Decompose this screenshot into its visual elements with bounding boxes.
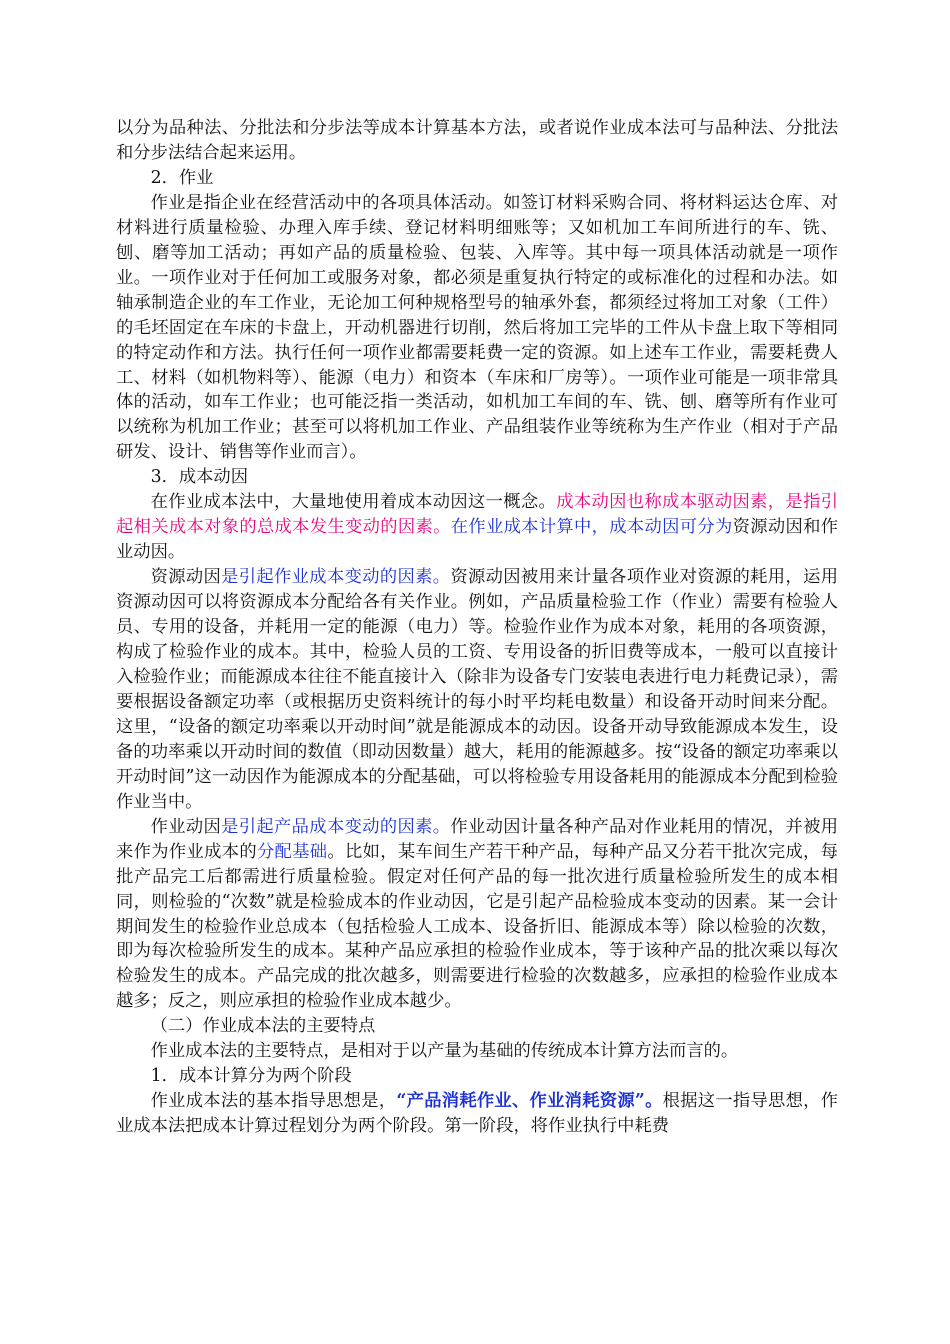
- paragraph-resource-driver: [116, 565, 838, 815]
- paragraph-activity-definition: 作业是指企业在经营活动中的各项具体活动。如签订材料采购合同、将材料运达仓库、对材料进行质量检验、办理入库手续、登记材料明细账等；又如机加工车间所进行的车、铣、刨、磨等加工活动；再如产品的质量检验、包装、入库等。其中每一项具体活动就是一项作业。一项作业对于任何加工或服务对象，都必须是重复执行特定的或标准化的过程和办法。如轴承制造企业的车工作业，无论加工何种规格型号的轴承外套，都须经过将加工对象（工件）的毛坯固定在车床的卡盘上，开动机器进行切削，然后将加工完毕的工件从卡盘上取下等相同的特定动作和方法。执行任何一项作业都需要耗费一定的资源。如上述车工作业，需要耗费人工、材料（如机物料等）、能源（电力）和资本（车床和厂房等）。一项作业可能是一项非常具体的活动，如车工作业；也可能泛指一类活动，如机加工车间的车、铣、刨、磨等所有作业可以统称为机加工作业；甚至可以将机加工作业、产品组装作业等统称为生产作业（相对于产品研发、设计、销售等作业而言）。: [116, 192, 838, 463]
- heading-main-features: （二）作业成本法的主要特点: [150, 1016, 376, 1037]
- activity-driver-body-rest: 。比如，某车间生产若干种产品，每种产品又分若干批次完成，每批产品完工后都需进行质量检验。假定对任何产品的每一批次进行质量检验所发生的成本相同，则检验的“次数”就是检验成本的作业动因，它是引起产品检验成本变动的因素。某一会计期间发生的检验作业总成本（包括检验人工成本、设备折旧、能源成本等）除以检验的次数，即为每次检验所发生的成本。某种产品应承担的检验作业成本，等于该种产品的批次乘以每次检验发生的成本。产品完成的批次越多，则需要进行检验的次数越多，应承担的检验作业成本越多；反之，则应承担的检验作业成本越少。: [116, 841, 838, 1012]
- cost-driver-intro-text: 在作业成本法中，大量地使用着成本动因这一概念。: [150, 492, 557, 513]
- guiding-idea-highlight: “产品消耗作业、作业消耗资源”。: [396, 1091, 663, 1112]
- activity-driver-definition-highlight: 是引起产品成本变动的因素。: [221, 816, 451, 837]
- paragraph-methods: 以分为品种法、分批法和分步法等成本计算基本方法，或者说作业成本法可与品种法、分批法和分步法结合起来运用。: [116, 118, 838, 163]
- cost-driver-definition-highlight: 成本动因也称成本驱动因素，是指引起相关成本对象的总成本发生变动的因素。: [116, 492, 838, 538]
- paragraph-activity-driver: [116, 815, 838, 1015]
- cost-driver-types-text: 资源动因和作业动因。: [116, 517, 838, 563]
- allocation-basis-highlight: 分配基础: [256, 841, 328, 862]
- activity-driver-term: 作业动因: [150, 816, 222, 837]
- heading-activity: 2．作业: [150, 167, 214, 188]
- heading-two-stages: 1．成本计算分为两个阶段: [150, 1066, 352, 1087]
- paragraph-main-features: 作业成本法的主要特点，是相对于以产量为基础的传统成本计算方法而言的。: [150, 1041, 739, 1062]
- resource-driver-body: 资源动因被用来计量各项作业对资源的耗用，运用资源动因可以将资源成本分配给各有关作业。例如，产品质量检验工作（作业）需要有检验人员、专用的设备，并耗用一定的能源（电力）等。检验作业作为成本对象，耗用的各项资源，构成了检验作业的成本。其中，检验人员的工资、专用设备的折旧费等成本，一般可以直接计入检验作业；而能源成本往往不能直接计入（除非为设备专门安装电表进行电力耗费记录），需要根据设备额定功率（或根据历史资料统计的每小时平均耗电数量）和设备开动时间来分配。这里，“设备的额定功率乘以开动时间”就是能源成本的动因。设备开动导致能源成本发生，设备的功率乘以开动时间的数值（即动因数量）越大，耗用的能源越多。按“设备的额定功率乘以开动时间”这一动因作为能源成本的分配基础，可以将检验专用设备耗用的能源成本分配到检验作业当中。: [116, 567, 838, 812]
- two-stages-body: 根据这一指导思想，作业成本法把成本计算过程划分为两个阶段。第一阶段，将作业执行中耗费: [116, 1091, 838, 1137]
- paragraph-cost-driver-intro: [116, 490, 838, 565]
- guiding-idea-intro: 作业成本法的基本指导思想是，: [150, 1091, 397, 1112]
- heading-cost-driver: 3．成本动因: [150, 467, 248, 488]
- activity-driver-body-start: 作业动因计量各种产品对作业耗用的情况，并被用来作为作业成本的: [116, 816, 838, 862]
- resource-driver-definition-highlight: 是引起作业成本变动的因素。: [221, 567, 451, 588]
- cost-driver-classification-highlight: 在作业成本计算中，成本动因可分为: [450, 517, 733, 538]
- resource-driver-term: 资源动因: [150, 567, 222, 588]
- paragraph-two-stages: [116, 1089, 838, 1139]
- document-page: [116, 116, 838, 1139]
